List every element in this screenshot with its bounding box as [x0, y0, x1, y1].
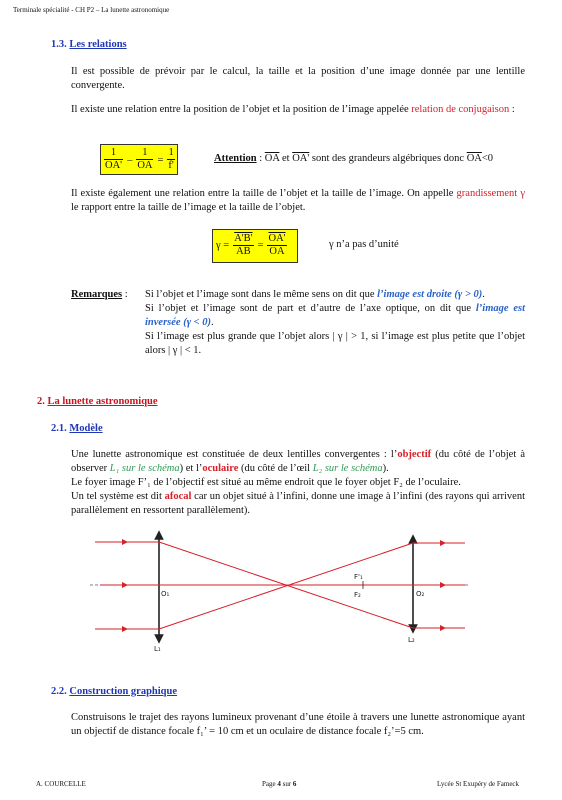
text: sont des grandeurs algébriques donc: [309, 153, 467, 164]
gamma-symbol: γ =: [216, 240, 230, 251]
label-l2: L₂: [408, 636, 415, 644]
fraction: [233, 233, 253, 258]
section-2-heading: [37, 396, 158, 407]
denominator: f': [168, 160, 174, 171]
footer-school: Lycée St Exupéry de Fameck: [437, 780, 520, 788]
text: (du côté de l’œil: [238, 463, 313, 474]
denominator: OA': [105, 160, 123, 171]
section-2-2-heading: [51, 686, 177, 697]
text: .: [482, 289, 485, 300]
attention-label: Attention: [214, 153, 257, 164]
term-objectif: objectif: [397, 449, 432, 460]
refracted-ray-bottom: [159, 543, 413, 629]
equals-sign: =: [257, 240, 264, 251]
term-afocal: afocal: [164, 491, 192, 502]
text: Il existe une relation entre la position de l’objet et la position de l’image appelée: [71, 104, 412, 115]
text: :: [122, 289, 128, 300]
term-grandissement: grandissement γ: [456, 188, 525, 199]
remarks-label: [71, 288, 128, 302]
text: :: [256, 153, 265, 164]
conjugation-formula-box: [100, 144, 178, 175]
text: et: [279, 153, 293, 164]
algebraic-oa: $\overline{OA}$: [466, 153, 482, 164]
text: Si l’objet et l’image sont de part et d’autre de l’axe optique, on dit que: [145, 303, 476, 314]
equals-sign: =: [157, 155, 164, 167]
term-image-droite: l’image est droite (γ > 0): [377, 289, 483, 300]
algebraic-oa: $\overline{OA}$: [264, 153, 280, 164]
fraction: [104, 147, 123, 172]
section-title: Les relations: [69, 39, 127, 50]
magnification-formula-box: [212, 229, 298, 263]
page-total: 6: [292, 780, 297, 788]
section-title: Construction graphique: [69, 686, 178, 697]
section-number: 2.1.: [51, 423, 67, 434]
fraction: [267, 233, 286, 258]
section-1-3-heading: [51, 39, 127, 50]
remark-item: Si l’image est plus grande que l’objet alors | γ | > 1, si l’image est plus petite que l’objet alors | γ | < 1.: [145, 331, 525, 356]
attention-note: [214, 152, 493, 166]
fraction: [167, 147, 174, 172]
denominator: AB: [236, 246, 251, 257]
minus-sign: –: [127, 155, 133, 167]
text: (du côté de l’objet à observer: [71, 449, 525, 474]
light-rays: [95, 542, 465, 629]
section-title: Modèle: [69, 423, 103, 434]
remark-item: [145, 302, 525, 330]
footer-author: A. COURCELLE: [36, 780, 86, 788]
fraction: [136, 147, 153, 172]
text: car un objet situé à l’infini, donne une image à l’infini (des rayons qui arrivent parallèlement en ressortent parallèlement).: [71, 491, 525, 516]
footer-page: [262, 780, 296, 788]
numerator: 1: [104, 147, 123, 160]
remarks-title: Remarques: [71, 289, 123, 300]
numerator: 1: [136, 147, 153, 160]
model-line-2: Le foyer image F’₁ de l’objectif est situé au même endroit que le foyer objet F₂ de l’oculaire.: [71, 477, 461, 488]
label-l2-note: L₂ sur le schéma: [312, 463, 383, 474]
remarks-list: [145, 288, 525, 358]
section-number: 2.2.: [51, 686, 67, 697]
label-l1: L₁: [154, 645, 161, 653]
label-f1-prime: F'₁: [354, 573, 363, 581]
label-f2: F₂: [354, 591, 361, 599]
text: ).: [382, 463, 389, 474]
text: Un tel système est dit: [71, 491, 165, 502]
paragraph-relations-intro: Il est possible de prévoir par le calcul, la taille et la position d’une image donnée par une lentille convergente.: [71, 66, 525, 91]
text: :: [509, 104, 515, 115]
paragraph-construction: Construisons le trajet des rayons lumineux provenant d’une étoile à travers une lunette astronomique ayant un objectif de distance focale f₁’ = 10 cm et un oculaire de distance focale f₂’=5 cm.: [71, 712, 525, 737]
paragraph-model: [71, 448, 525, 518]
text: <0: [481, 153, 494, 164]
term-image-inversee: l’image est inversée (γ < 0): [145, 303, 525, 328]
numerator: OA': [268, 233, 286, 244]
section-number: 2.: [37, 396, 45, 407]
section-2-1-heading: [51, 423, 103, 434]
page-header: Terminale spécialité - CH P2 – La lunette astronomique: [13, 6, 170, 14]
text: Page: [262, 780, 278, 788]
label-o1: O₁: [161, 590, 170, 598]
term-relation-conjugaison: relation de conjugaison: [411, 104, 510, 115]
label-l1-note: L₁ sur le schéma: [109, 463, 180, 474]
paragraph-grandissement: [71, 187, 525, 215]
section-number: 1.3.: [51, 39, 67, 50]
page-number: 4: [277, 780, 281, 788]
algebraic-oa-prime: OA': [292, 153, 310, 164]
paragraph-conjugaison: [71, 103, 525, 117]
text: Il existe également une relation entre la taille de l’objet et la taille de l’image. On appelle: [71, 188, 457, 199]
term-oculaire: oculaire: [202, 463, 239, 474]
text: sur: [280, 780, 293, 788]
remark-item: [145, 288, 525, 302]
denominator: OA: [137, 160, 153, 171]
denominator: OA: [269, 246, 285, 257]
gamma-unit-note: γ n’a pas d’unité: [329, 239, 399, 250]
section-title: La lunette astronomique: [47, 396, 158, 407]
text: .: [211, 317, 214, 328]
model-line-1: [71, 448, 525, 476]
text: Une lunette astronomique est constituée de deux lentilles convergentes : l’: [71, 449, 398, 460]
text: Si l’objet et l’image sont dans le même sens on dit que: [145, 289, 378, 300]
label-o2: O₂: [416, 590, 425, 598]
numerator: 1: [168, 147, 174, 158]
text: le rapport entre la taille de l’image et la taille de l’objet.: [71, 202, 306, 213]
telescope-diagram: [80, 525, 480, 660]
model-line-3: [71, 490, 525, 518]
numerator: A'B': [234, 233, 253, 244]
text: ) et l’: [179, 463, 203, 474]
